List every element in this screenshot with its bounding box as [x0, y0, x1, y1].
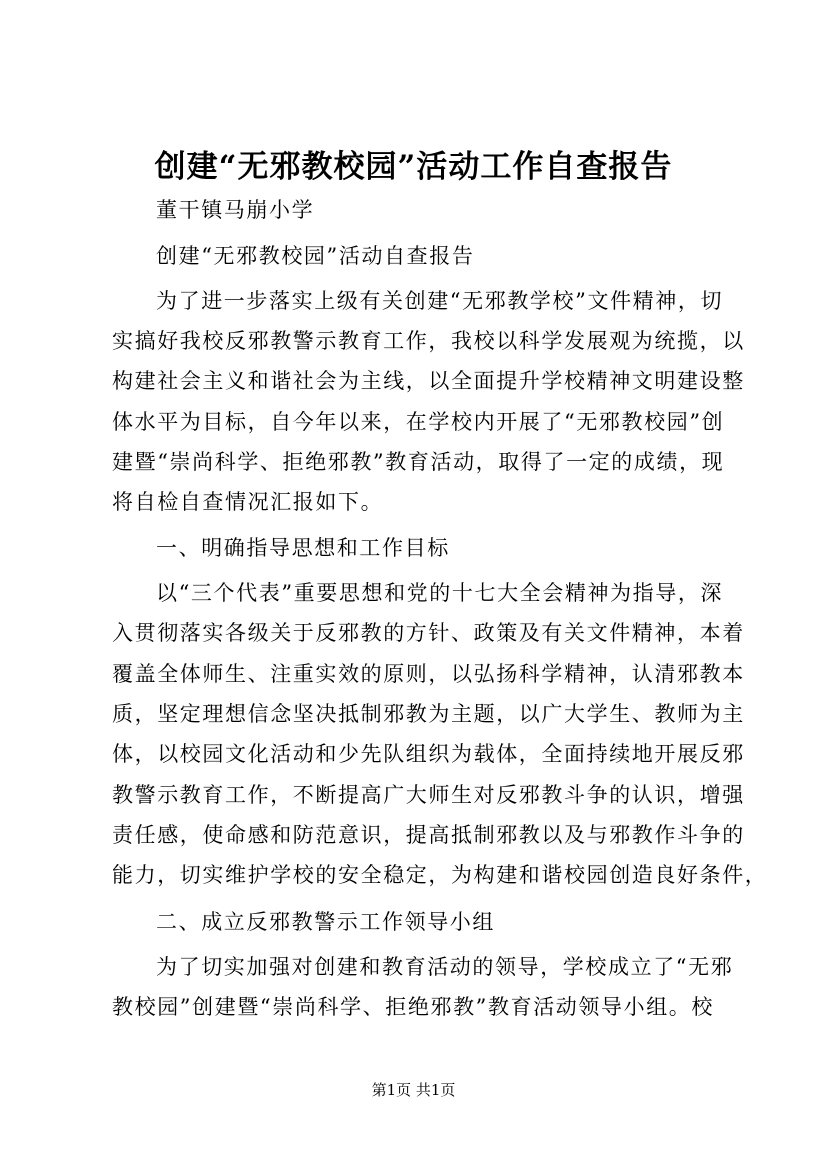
page-number-footer: 第1页 共1页	[371, 1081, 456, 1099]
paragraph-line: 为了进一步落实上级有关创建“无邪教学校”文件精神，切	[156, 289, 724, 313]
paragraph-line: 质，坚定理想信念坚决抵制邪教为主题，以广大学生、教师为主	[112, 702, 745, 726]
paragraph-line: 体，以校园文化活动和少先队组织为载体，全面持续地开展反邪	[112, 742, 745, 766]
paragraph-line: 体水平为目标，自今年以来，在学校内开展了“无邪教校园”创	[112, 410, 725, 434]
paragraph-line: 覆盖全体师生、注重实效的原则，以弘扬科学精神，认清邪教本	[112, 662, 745, 686]
paragraph-line: 教警示教育工作，不断提高广大师生对反邪教斗争的认识，增强	[112, 783, 745, 807]
paragraph-line: 将自检自查情况汇报如下。	[112, 490, 384, 514]
paragraph-line: 建暨“崇尚科学、拒绝邪教”教育活动，取得了一定的成绩，现	[112, 450, 725, 474]
report-subtitle: 创建“无邪教校园”活动自查报告	[156, 244, 475, 268]
section-heading: 一、明确指导思想和工作目标	[156, 536, 450, 560]
school-name: 董干镇马崩小学	[156, 198, 315, 222]
document-title: 创建“无邪教校园”活动工作自查报告	[154, 149, 673, 185]
paragraph-line: 为了切实加强对创建和教育活动的领导，学校成立了“无邪	[156, 955, 734, 979]
paragraph-line: 构建社会主义和谐社会为主线，以全面提升学校精神文明建设整	[112, 369, 745, 393]
paragraph-line: 责任感，使命感和防范意识，提高抵制邪教以及与邪教作斗争的	[112, 823, 745, 847]
paragraph-line: 入贯彻落实各级关于反邪教的方针、政策及有关文件精神，本着	[112, 621, 745, 645]
paragraph-line: 以“三个代表”重要思想和党的十七大全会精神为指导，深	[156, 581, 724, 605]
paragraph-line: 实搞好我校反邪教警示教育工作，我校以科学发展观为统揽，以	[112, 329, 745, 353]
paragraph-line: 能力，切实维护学校的安全稳定，为构建和谐校园创造良好条件，	[112, 863, 768, 887]
paragraph-line: 教校园”创建暨“崇尚科学、拒绝邪教”教育活动领导小组。校	[112, 995, 715, 1019]
section-heading: 二、成立反邪教警示工作领导小组	[156, 910, 495, 934]
